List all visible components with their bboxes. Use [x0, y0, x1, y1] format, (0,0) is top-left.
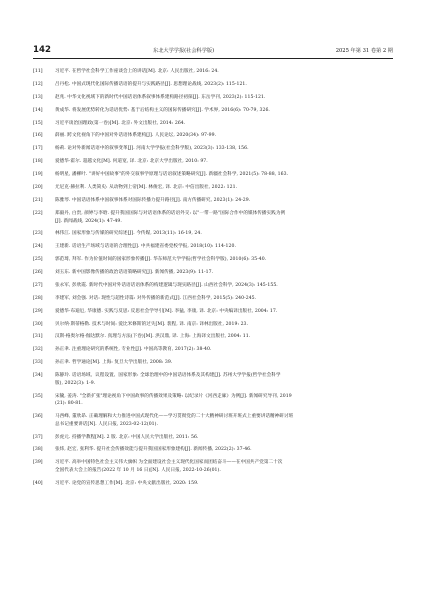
reference-item: [33, 346, 393, 354]
reference-item: [33, 480, 393, 488]
reference-number: [12]: [33, 81, 43, 87]
reference-text-line: 李建军, 刘会强. 对话: 现性与超性诗篇: 对外传播的新范式[J]. 江西社会科学, 2015(5): 240-245.: [55, 295, 257, 301]
reference-number: [31]: [33, 334, 43, 340]
journal-name: 东北大学学报(社会科学版): [153, 48, 215, 54]
reference-item: [33, 210, 393, 226]
reference-number: [38]: [33, 447, 43, 453]
reference-text-line: 陈静玲. 话语场域、议程设置、国家形象: 全球治理中的中国话语体系及其构建[J]. 苏州大学学报(哲学社会科学: [55, 373, 281, 379]
reference-text-line: 黄成华. 将发展优势转化为话语优势: 基于后结构主义的国际传播研究[J]. 学术界, 2016(6): 70-79, 326.: [55, 107, 270, 113]
reference-item: [33, 132, 393, 140]
reference-item: [33, 295, 393, 303]
reference-item: [33, 120, 393, 128]
reference-number: [23]: [33, 231, 43, 237]
reference-item: [33, 333, 393, 341]
reference-text-line: 王建新. 话语生产场域与话语的合理性[J]. 中共福建省委党校学报, 2018(10): 114-120.: [55, 244, 236, 250]
reference-item: [33, 158, 393, 166]
reference-number: [17]: [33, 146, 43, 152]
reference-number: [30]: [33, 321, 43, 327]
reference-number: [36]: [33, 414, 43, 420]
reference-item: [33, 230, 393, 238]
reference-item: [33, 372, 393, 388]
issue-info: 2025 年第 31 卷第 2 期: [335, 48, 393, 54]
reference-text-line: 全国代表大会上的报告(2022 年 10 月 16 日)[N]. 人民日报, 2022-10-26(01).: [55, 468, 221, 474]
reference-text-line: 习近平谈治国理政(第一卷)[M]. 北京: 外文出版社, 2014: 264.: [55, 120, 186, 126]
reference-item: [33, 308, 393, 316]
reference-text-line: 宋毓, 姜涛. "全新扩张"理论视角下中国故事的传播效果及策略: 以纪录片《河西走廊》为例[J]. 新闻研究导刊, 2019: [55, 393, 292, 399]
page-number: 142: [33, 45, 51, 55]
reference-text-line: (21): 80-81.: [55, 401, 83, 407]
reference-text-line: 杨莉. 论对外新闻话语中的叙事变革[J]. 河南大学学报(社会科学版), 2023(3): 133-138, 156.: [55, 146, 249, 152]
reference-text-line: 陈雅琴. 中国话语体系中国叙事体系对国际传播力提升路径[J]. 南方传播研究, 2023(1): 24-29.: [55, 197, 251, 203]
reference-text-line: 尤尼克·赫拉利. 人类简史: 从动物到上帝[M]. 林俊宏, 译. 北京: 中信出版社, 2022: 121.: [55, 185, 238, 191]
reference-number: [15]: [33, 120, 43, 126]
reference-text-line: 孙正聿. 注重理论研究的系统性, 专业性[J]. 中国高等教育, 2017(2): 38-40.: [55, 347, 212, 353]
reference-item: [33, 393, 393, 409]
reference-item: [33, 81, 393, 89]
reference-text-line: 张炜, 赵宏, 张利华. 提升社会传播效能与提升我国国家形象建构[J]. 新闻传播, 2022(2): 37-46.: [55, 447, 252, 453]
reference-item: [33, 171, 393, 179]
reference-item: [33, 434, 393, 442]
reference-list: [33, 68, 393, 493]
reference-text-line: 刘玉东. 新中国影像传播的政治话语策略研究[J]. 新闻传播, 2023(9): 11-17.: [55, 269, 214, 275]
reference-item: [33, 256, 393, 264]
reference-number: [32]: [33, 347, 43, 353]
reference-text-line: 习近平. 高举中国特色社会主义伟大旗帜 为全面建设社会主义现代化国家而团结奋斗——在中国共产党第二十次: [55, 460, 283, 466]
reference-text-line: 总书记重要讲话[N]. 人民日报, 2023-02-12(01).: [55, 421, 159, 427]
reference-item: [33, 446, 393, 454]
reference-number: [25]: [33, 257, 43, 263]
running-header: [33, 44, 393, 59]
reference-item: [33, 94, 393, 102]
reference-text-line: 郑毅丹, 白贵, 颜婷与李晗. 提升我国国际与对话语体系的话语外交: 以"一带一路"国际合作中的媒体传播实践为例: [55, 210, 286, 216]
reference-number: [37]: [33, 434, 43, 440]
reference-item: [33, 321, 393, 329]
reference-number: [22]: [33, 210, 43, 216]
reference-number: [27]: [33, 282, 43, 288]
reference-item: [33, 184, 393, 192]
reference-item: [33, 459, 393, 475]
reference-number: [13]: [33, 94, 43, 100]
reference-text-line: [J]. 新闻战线, 2024(1): 47-49.: [55, 218, 122, 224]
reference-text-line: 吕丹松. 中国式现代化国际传播话语的提升与实践路径[J]. 思想理论战线, 2023(2): 115-121.: [55, 81, 247, 87]
reference-number: [34]: [33, 373, 43, 379]
reference-number: [39]: [33, 460, 43, 466]
reference-number: [35]: [33, 393, 43, 399]
reference-text-line: 爱德华·布迪厄, 华康德. 实践与反思: 反思社会学导引[M]. 李猛, 李康, 译. 北京: 中央编译出版社, 2004: 17.: [55, 308, 278, 314]
reference-text-line: 张永军, 彭欣霞. 新时代中国对外话语话语体系的构建逻辑与现实路径[J]. 山西社会科学, 2024(3): 145-155.: [55, 282, 278, 288]
reference-text-line: 薛丽. 跨文化视角下的中国对外话语体系建构[J]. 人民论坛, 2020(34): 97-99.: [55, 133, 217, 139]
reference-item: [33, 107, 393, 115]
reference-number: [14]: [33, 107, 43, 113]
reference-text-line: 版), 2022(3): 1-9.: [55, 380, 96, 386]
reference-number: [40]: [33, 480, 43, 486]
reference-number: [19]: [33, 172, 43, 178]
reference-text-line: 孙正聿. 哲学通论[M]. 上海: 复旦大学出版社, 2008: 39.: [55, 360, 173, 366]
reference-text-line: 郭范琦, 拜军. 作为价值时间的国家形象传播[J]. 华东师范大学学报(哲学社会科学版), 2010(6): 35-40.: [55, 257, 267, 263]
reference-text-line: 彭虎元. 持播学教程[M]. 2 版. 北京: 中国人民大学出版社, 2011: 56.: [55, 434, 199, 440]
reference-text-line: 汉斯-格奥尔格·伽达默尔. 真理与方法(下卷)[M]. 洪汉鼎, 译. 上海: 上海译文出版社, 2004: 11.: [55, 334, 251, 340]
reference-number: [28]: [33, 295, 43, 301]
reference-number: [33]: [33, 360, 43, 366]
reference-text-line: 林伟江. 国家形象与传媒的研究综述[J]. 今传媒, 2013(11): 16-19, 24.: [55, 231, 202, 237]
reference-item: [33, 243, 393, 251]
reference-text-line: 马西峰, 董欣昂. 正确理解和大力推进中国式现代化——学习贯彻党的二十大精神研讨班开班式上重要讲话精神研讨班: [55, 414, 294, 420]
reference-item: [33, 282, 393, 290]
reference-number: [21]: [33, 197, 43, 203]
reference-text-line: 赵兆. 中华文化视域下的新时代中国话语体系叙事体系建构路径初探[J]. 东岳学刊, 2023(2): 115-121.: [55, 94, 266, 100]
reference-text-line: 习近平. 在哲学社会科学工作座谈会上的讲话[M]. 北京: 人民出版社, 2016: 24.: [55, 69, 219, 74]
reference-number: [29]: [33, 308, 43, 314]
reference-number: [18]: [33, 159, 43, 165]
reference-item: [33, 269, 393, 277]
reference-number: [16]: [33, 133, 43, 139]
reference-number: [20]: [33, 185, 43, 191]
reference-number: [26]: [33, 269, 43, 275]
reference-item: [33, 145, 393, 153]
reference-item: [33, 68, 393, 76]
reference-text-line: 贝尔纳·斯蒂格勒. 技术与时间: 爱比米修斯的过失[M]. 裴程, 译. 南京: 译林出版社, 2019: 23.: [55, 321, 249, 327]
reference-number: [24]: [33, 244, 43, 250]
reference-item: [33, 197, 393, 205]
reference-text-line: 习近平. 论党的宣传思想工作[M]. 北京: 中央文献出版社, 2020: 159.: [55, 480, 199, 486]
reference-item: [33, 413, 393, 429]
reference-text-line: 爱德华·霍尔. 超越文化[M]. 何道宽, 译. 北京: 北京大学出版社, 2010: 97.: [55, 159, 208, 165]
reference-item: [33, 359, 393, 367]
reference-text-line: 杨明星, 潘柳叶. "讲好中国故事"的外交叙事学原理与话语叙述策略研究[J]. 新疆社会科学, 2021(5): 78-88, 163.: [55, 172, 289, 178]
reference-number: [11]: [33, 69, 43, 74]
